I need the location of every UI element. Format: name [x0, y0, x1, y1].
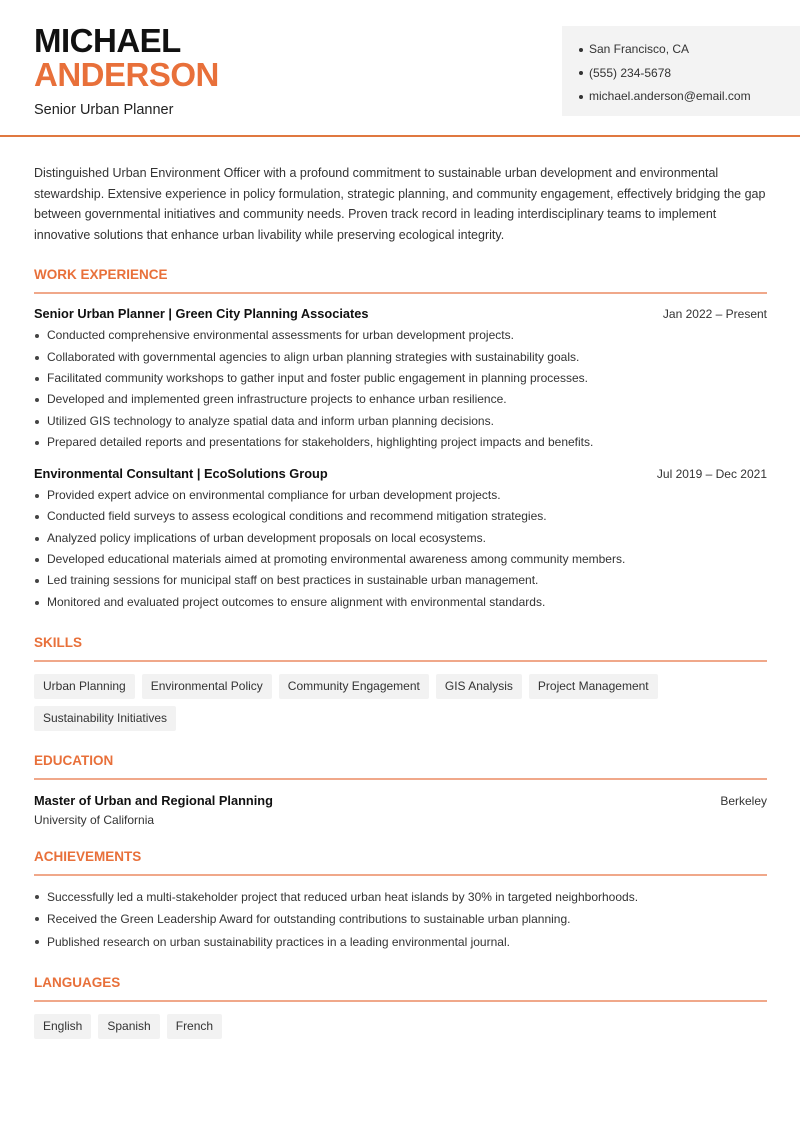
list-item: Monitored and evaluated project outcomes to ensure alignment with environmental standards. [34, 592, 767, 613]
list-item: Led training sessions for municipal staff on best practices in sustainable urban management. [34, 570, 767, 591]
job-bullets [34, 325, 767, 453]
skill-chip: Urban Planning [34, 674, 135, 699]
skill-chip: Community Engagement [279, 674, 429, 699]
list-item: Conducted comprehensive environmental assessments for urban development projects. [34, 325, 767, 346]
job-bullets [34, 485, 767, 613]
bullet-icon [579, 95, 583, 99]
job-role: Environmental Consultant | EcoSolutions Group [34, 466, 328, 482]
resume-header [0, 0, 800, 137]
list-item: Provided expert advice on environmental compliance for urban development projects. [34, 485, 767, 506]
list-item: Developed and implemented green infrastructure projects to enhance urban resilience. [34, 389, 767, 410]
list-item: Facilitated community workshops to gather input and foster public engagement in planning processes. [34, 368, 767, 389]
contact-phone [579, 62, 800, 86]
contact-email [579, 85, 800, 109]
section-title-education: EDUCATION [34, 753, 767, 780]
name-block [34, 24, 219, 118]
bullet-icon [579, 71, 583, 75]
contact-location [579, 38, 800, 62]
language-chip: French [167, 1014, 222, 1039]
job-dates: Jan 2022 – Present [662, 307, 767, 322]
section-title-languages: LANGUAGES [34, 975, 767, 1002]
section-title-work: WORK EXPERIENCE [34, 267, 767, 294]
skill-chip: Sustainability Initiatives [34, 706, 176, 731]
job-title: Senior Urban Planner [34, 102, 174, 118]
contact-phone-text: (555) 234-5678 [589, 65, 672, 80]
first-name: MICHAEL [34, 22, 181, 59]
job-entry [34, 466, 767, 613]
resume-body [34, 163, 767, 1039]
last-name: ANDERSON [34, 56, 219, 93]
skill-chip: GIS Analysis [436, 674, 522, 699]
job-dates: Jul 2019 – Dec 2021 [656, 467, 767, 482]
languages-list [34, 1014, 767, 1039]
skill-chip: Environmental Policy [142, 674, 272, 699]
list-item: Collaborated with governmental agencies to align urban planning strategies with sustainability goals. [34, 347, 767, 368]
education-entry [34, 793, 767, 808]
summary-paragraph: Distinguished Urban Environment Officer with a profound commitment to sustainable urban development and environmental stewardship. Extensive experience in policy formulation, strategic planning, and community engagement, effectively bridging the gap between governmental initiatives and community needs. Proven track record in leading interdisciplinary teams to implement innovative solutions that enhance urban livability while preserving ecological integrity. [34, 166, 766, 242]
job-role: Senior Urban Planner | Green City Planning Associates [34, 306, 369, 322]
language-chip: Spanish [98, 1014, 159, 1039]
achievements-list [34, 886, 767, 954]
section-title-achievements: ACHIEVEMENTS [34, 849, 767, 876]
education-degree: Master of Urban and Regional Planning [34, 792, 273, 808]
list-item: Received the Green Leadership Award for outstanding contributions to sustainable urban planning. [34, 908, 767, 931]
section-title-skills: SKILLS [34, 635, 767, 662]
list-item: Conducted field surveys to assess ecological conditions and recommend mitigation strategies. [34, 506, 767, 527]
skill-chip: Project Management [529, 674, 658, 699]
skills-list [34, 674, 767, 731]
list-item: Published research on urban sustainability practices in a leading environmental journal. [34, 931, 767, 954]
list-item: Utilized GIS technology to analyze spatial data and inform urban planning decisions. [34, 411, 767, 432]
list-item: Successfully led a multi-stakeholder project that reduced urban heat islands by 30% in targeted neighborhoods. [34, 886, 767, 909]
bullet-icon [579, 48, 583, 52]
contact-email-text: michael.anderson@email.com [589, 89, 751, 103]
list-item: Analyzed policy implications of urban development proposals on local ecosystems. [34, 528, 767, 549]
education-location: Berkeley [720, 793, 767, 808]
contact-location-text: San Francisco, CA [589, 42, 690, 56]
contact-box [562, 26, 800, 116]
job-entry [34, 306, 767, 453]
list-item: Prepared detailed reports and presentations for stakeholders, highlighting project impacts and benefits. [34, 432, 767, 453]
education-school: University of California [34, 812, 155, 827]
language-chip: English [34, 1014, 91, 1039]
list-item: Developed educational materials aimed at promoting environmental awareness among community members. [34, 549, 767, 570]
